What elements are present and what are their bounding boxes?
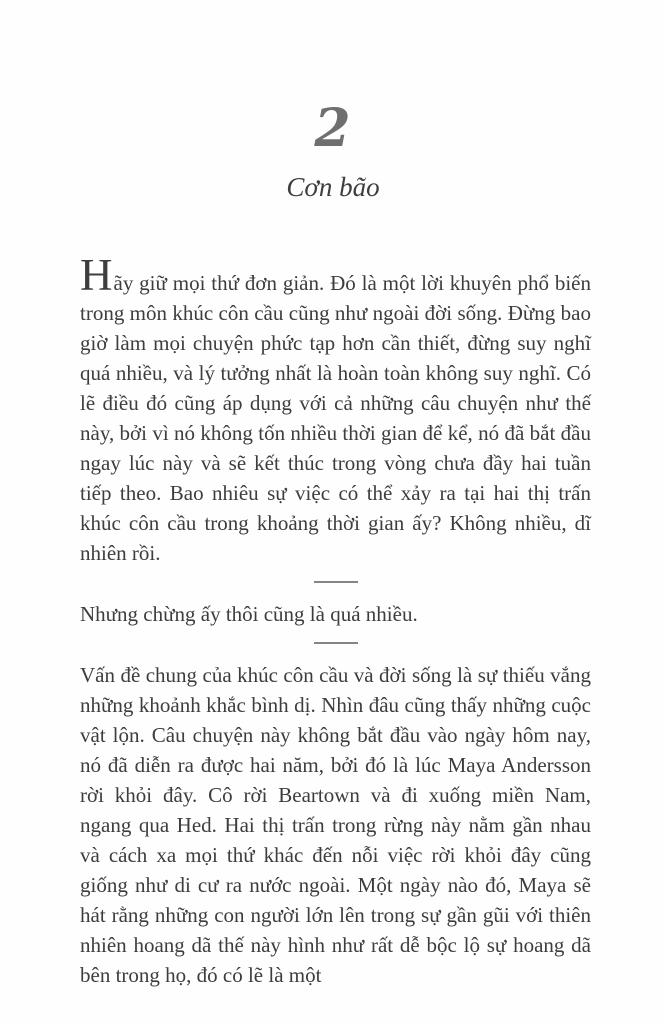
drop-cap-initial: H [80, 249, 113, 300]
paragraph-2: Nhưng chừng ấy thôi cũng là quá nhiều. [80, 601, 418, 626]
chapter-title: Cơn bão [286, 172, 380, 203]
chapter-number: 2 [314, 98, 352, 159]
paragraph-1 [80, 249, 591, 568]
page-body [80, 249, 591, 990]
paragraph-1-text: ãy giữ mọi thứ đơn giản. Đó là một lời khuyên phổ biến trong môn khúc côn cầu cũng như ngoài đời sống. Đừng bao giờ làm mọi chuyện phức tạp hơn cần thiết, đừng suy nghĩ quá nhiều, và lý tưởng nhất là hoàn toàn không suy nghĩ. Có lẽ điều đó cũng áp dụng với cả những câu chuyện như thế này, bởi vì nó không tốn nhiều thời gian để kể, nó đã bắt đầu ngay lúc này và sẽ kết thúc trong vòng chưa đầy hai tuần tiếp theo. Bao nhiêu sự việc có thể xảy ra tại hai thị trấn khúc côn cầu trong khoảng thời gian ấy? Không nhiều, dĩ nhiên rồi. [80, 270, 591, 565]
section-divider [314, 642, 358, 644]
section-divider [314, 581, 358, 583]
paragraph-3: Vấn đề chung của khúc côn cầu và đời sống là sự thiếu vắng những khoảnh khắc bình dị. Nhìn đâu cũng thấy những cuộc vật lộn. Câu chuyện này không bắt đầu vào ngày hôm nay, nó đã diễn ra được hai năm, bởi đó là lúc Maya Andersson rời khỏi đây. Cô rời Beartown và đi xuống miền Nam, ngang qua Hed. Hai thị trấn trong rừng này nằm gần nhau và cách xa mọi thứ khác đến nỗi việc rời khỏi đây cũng giống như di cư ra nước ngoài. Một ngày nào đó, Maya sẽ hát rằng những con người lớn lên trong sự gần gũi với thiên nhiên hoang dã thế này hình như rất dễ bộc lộ sự hoang dã bên trong họ, đó có lẽ là một [80, 662, 591, 987]
